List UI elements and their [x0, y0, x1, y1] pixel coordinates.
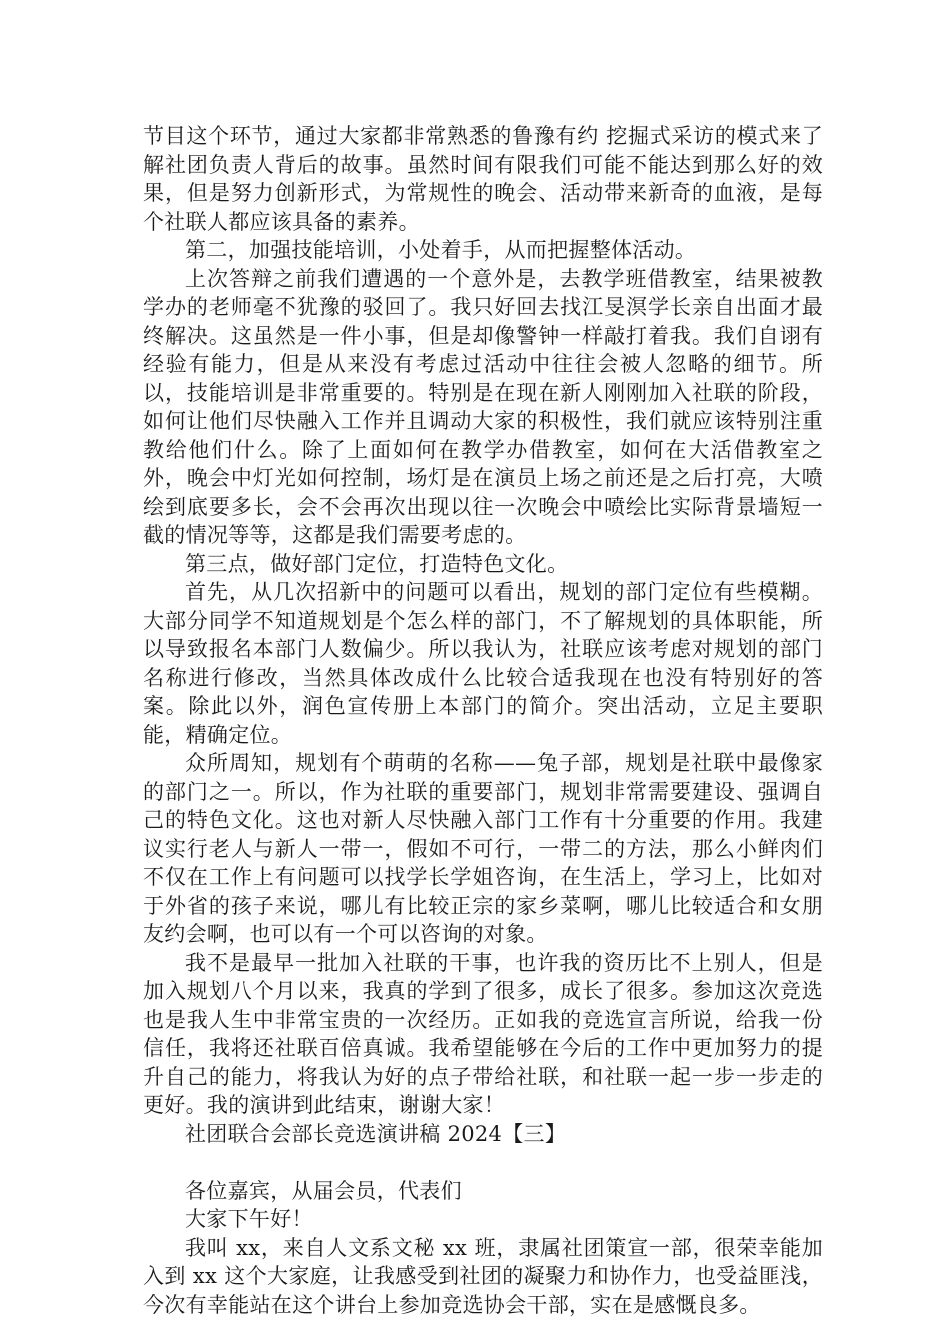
paragraph-training: 上次答辩之前我们遭遇的一个意外是，去教学班借教室，结果被教学办的老师毫不犹豫的驳回了。我只好回去找江旻溟学长亲自出面才最终解决。这虽然是一件小事，但是却像警钟一样敲打着我。我们自诩有经验有能力，但是从来没有考虑过活动中往往会被人忽略的细节。所以，技能培训是非常重要的。特别是在现在新人刚刚加入社联的阶段，如何让他们尽快融入工作并且调动大家的积极性，我们就应该特别注重教给他们什么。除了上面如何在教学办借教室，如何在大活借教室之外，晚会中灯光如何控制，场灯是在演员上场之前还是之后打亮，大喷绘到底要多长，会不会再次出现以往一次晚会中喷绘比实际背景墙短一截的情况等等，这都是我们需要考虑的。 [143, 266, 823, 547]
paragraph-introduction: 我叫 xx，来自人文系文秘 xx 班，隶属社团策宣一部，很荣幸能加入到 xx 这个大家庭，让我感受到社团的凝聚力和协作力，也受益匪浅，今次有幸能站在这个讲台上参加竞选协会干部，实在是感慨良多。 [143, 1235, 823, 1317]
paragraph-continuation: 节目这个环节，通过大家都非常熟悉的鲁豫有约 挖掘式采访的模式来了解社团负责人背后的故事。虽然时间有限我们可能不能达到那么好的效果，但是努力创新形式，为常规性的晚会、活动带来新奇的血液，是每个社联人都应该具备的素养。 [143, 124, 823, 234]
salutation: 各位嘉宾，从届会员，代表们 [185, 1178, 462, 1203]
document-body [143, 122, 823, 1319]
paragraph-conclusion: 我不是最早一批加入社联的干事，也许我的资历比不上别人，但是加入规划八个月以来，我真的学到了很多，成长了很多。参加这次竞选也是我人生中非常宝贵的一次经历。正如我的竞选宣言所说，给我一份信任，我将还社联百倍真诚。我希望能够在今后的工作中更加努力的提升自己的能力，将我认为好的点子带给社联，和社联一起一步一步走的更好。我的演讲到此结束，谢谢大家！ [143, 950, 823, 1117]
heading-point-two: 第二，加强技能培训，小处着手，从而把握整体活动。 [185, 238, 697, 262]
heading-point-three: 第三点，做好部门定位，打造特色文化。 [185, 551, 569, 576]
blank-line [143, 1148, 823, 1177]
paragraph-positioning: 首先，从几次招新中的问题可以看出，规划的部门定位有些模糊。大部分同学不知道规划是个怎么样的部门，不了解规划的具体职能，所以导致报名本部门人数偏少。所以我认为，社联应该考虑对规划的部门名称进行修改，当然具体改成什么比较合适我现在也没有特别好的答案。除此以外，润色宣传册上本部门的简介。突出活动，立足主要职能，精确定位。 [143, 580, 823, 747]
greeting: 大家下午好！ [185, 1207, 313, 1231]
section-title-three: 社团联合会部长竞选演讲稿 2024【三】 [185, 1121, 567, 1146]
paragraph-culture: 众所周知，规划有个萌萌的名称——兔子部，规划是社联中最像家的部门之一。所以，作为社联的重要部门，规划非常需要建设、强调自己的特色文化。这也对新人尽快融入部门工作有十分重要的作用。我建议实行老人与新人一带一，假如不可行，一带二的方法，那么小鲜肉们不仅在工作上有问题可以找学长学姐咨询，在生活上，学习上，比如对于外省的孩子来说，哪儿有比较正宗的家乡菜啊，哪儿比较适合和女朋友约会啊，也可以有一个可以咨询的对象。 [143, 751, 823, 946]
